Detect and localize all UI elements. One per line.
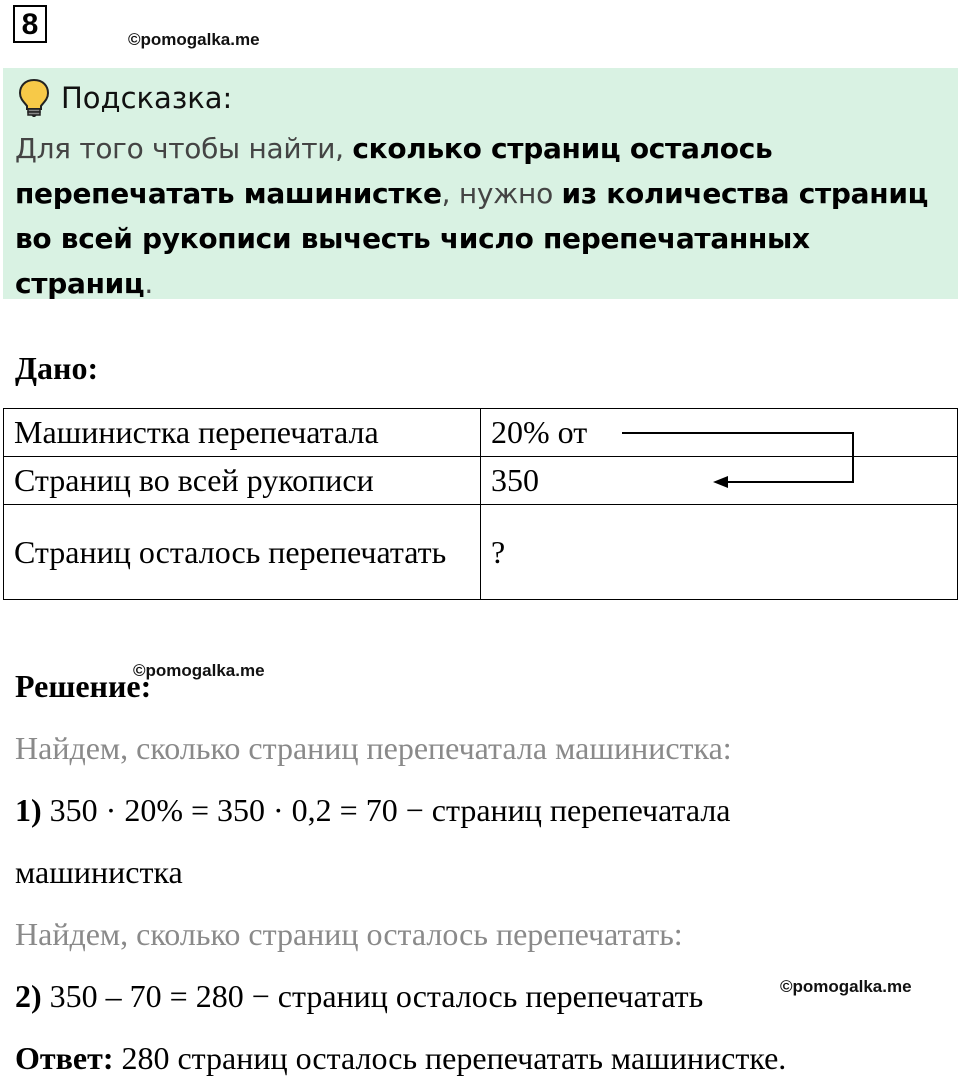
given-value-cell: ?: [481, 505, 958, 600]
given-label-cell: Машинистка перепечатала: [4, 409, 481, 457]
step-number: 2): [15, 978, 42, 1014]
answer-line: [15, 1040, 786, 1077]
watermark: ©pomogalka.me: [133, 661, 265, 680]
table-row: [4, 505, 958, 600]
step-number: 1): [15, 792, 42, 828]
answer-label: Ответ:: [15, 1040, 114, 1076]
step2-line: [15, 978, 703, 1015]
hint-box: [3, 68, 958, 299]
answer-text: 280 страниц осталось перепечатать машинистке.: [113, 1040, 787, 1076]
step1-equation: 350 · 20% = 350 · 0,2 = 70 − страниц перепечатала: [41, 792, 731, 828]
given-value-cell: 350: [481, 457, 958, 505]
hint-text-part: .: [144, 267, 153, 300]
given-label-cell: Страниц осталось перепечатать: [4, 505, 481, 600]
hint-text-part: , нужно: [441, 177, 562, 210]
hint-text-part: Для того чтобы найти: [15, 132, 336, 165]
step2-equation: 350 – 70 = 280 − страниц осталось перепечатать: [41, 978, 704, 1014]
hint-header: [17, 78, 232, 118]
step2-intro: Найдем, сколько страниц осталось перепечатать:: [15, 916, 683, 952]
solution-heading: Решение:: [15, 668, 152, 704]
reference-arrow: [600, 420, 880, 500]
given-heading: Дано:: [15, 350, 99, 386]
given-value-cell: 20% от: [481, 409, 958, 457]
hint-title: Подсказка:: [61, 81, 233, 115]
step1-line: [15, 792, 730, 829]
step1-intro: Найдем, сколько страниц перепечатала машинистка:: [15, 730, 732, 766]
hint-text-part: ,: [335, 132, 353, 165]
watermark: ©pomogalka.me: [780, 977, 912, 996]
hint-text-bold: сколько страниц осталось перепечатать машинистке: [15, 132, 773, 210]
step1-continuation: машинистка: [15, 854, 183, 890]
task-number: 8: [13, 5, 47, 43]
watermark: ©pomogalka.me: [128, 30, 260, 49]
hint-text-bold: из количества страниц во всей рукописи вычесть число перепечатанных страниц: [15, 177, 929, 300]
hint-text: [15, 126, 945, 306]
lightbulb-icon: [17, 78, 51, 118]
given-label-cell: Страниц во всей рукописи: [4, 457, 481, 505]
